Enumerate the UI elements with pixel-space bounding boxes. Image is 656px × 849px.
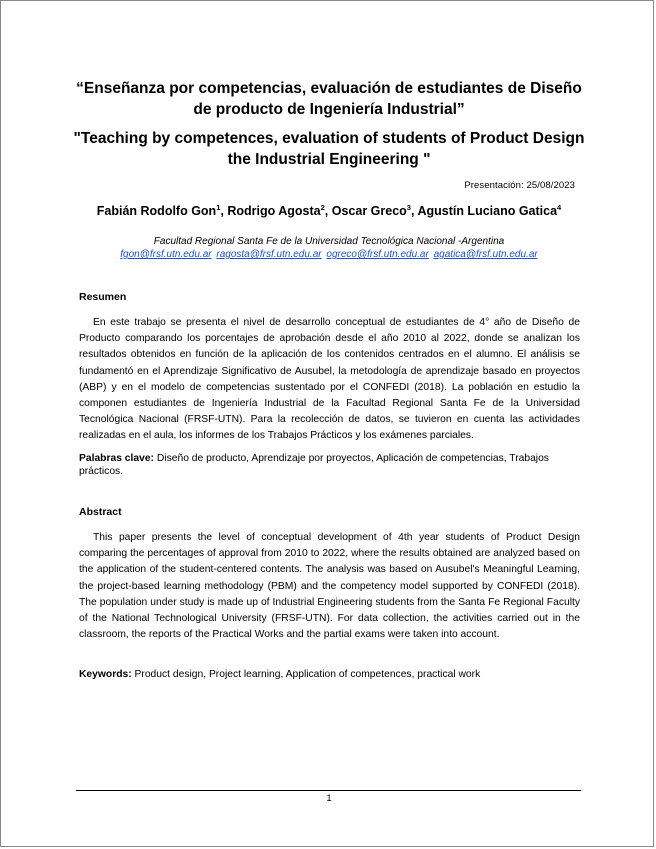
email-link[interactable]: fgon@frsf.utn.edu.ar <box>120 249 212 260</box>
footer-divider <box>76 790 581 791</box>
author-separator: , <box>324 204 332 219</box>
abstract-heading: Abstract <box>79 506 122 518</box>
email-link[interactable]: ragosta@frsf.utn.edu.ar <box>216 249 322 260</box>
author-affiliation-number: 2 <box>320 203 325 212</box>
author-name: Rodrigo Agosta <box>227 204 321 219</box>
presentation-date: Presentación: 25/08/2023 <box>464 180 575 191</box>
affiliation: Facultad Regional Santa Fe de la Universidad Tecnológica Nacional -Argentina <box>153 236 505 247</box>
author-name: Fabián Rodolfo Gon <box>96 204 217 219</box>
title-english-line1: "Teaching by competences, evaluation of students of Product Design <box>73 130 585 147</box>
palabras-clave-text: Diseño de producto, Aprendizaje por proyectos, Aplicación de competencias, Trabajos prácticos. <box>79 453 549 477</box>
author-separator: , <box>410 204 418 219</box>
resumen-heading: Resumen <box>79 291 127 303</box>
resumen-paragraph: En este trabajo se presenta el nivel de desarrollo conceptual de estudiantes de 4° año de Diseño de Producto comparando los porcentajes de aprobación desde el año 2010 al 2022, donde se analizan los resultados obtenidos en función de la aplicación de los contenidos centrados en el alumno. El análisis se fundamentó en el Aprendizaje Significativo de Ausubel, la metodología de aprendizaje basado en proyectos (ABP) y en el modelo de competencias sustentado por el CONFEDI (2018). La población en estudio la componen estudiantes de Ingeniería Industrial de la Facultad Regional Santa Fe de la Universidad Tecnológica Nacional (FRSF-UTN). Para la recolección de datos, se tuvieron en cuenta las actividades realizadas en el aula, los informes de los Trabajos Prácticos y los exámenes parciales. <box>79 317 580 442</box>
title-spanish <box>61 78 597 120</box>
email-link[interactable]: ogreco@frsf.utn.edu.ar <box>326 249 429 260</box>
author-affiliation-number: 1 <box>216 203 221 212</box>
author-name: Oscar Greco <box>331 204 407 219</box>
keywords <box>79 668 580 681</box>
palabras-clave-label: Palabras clave: <box>79 453 154 464</box>
author-separator: , <box>220 204 228 219</box>
abstract-paragraph: This paper presents the level of conceptual development of 4th year students of Product Design comparing the percentages of approval from 2010 to 2022, where the results obtained are analyzed based on the application of the student-centered contents. The analysis was based on Ausubel's Meaningful Learning, the project-based learning methodology (PBM) and the competency model supported by CONFEDI (2018). The population under study is made up of Industrial Engineering students from the Santa Fe Regional Faculty of the National Technological University (FRSF-UTN). For data collection, the activities carried out in the classroom, the reports of the Practical Works and the partial exams were taken into account. <box>79 532 580 641</box>
title-english <box>61 128 597 170</box>
author-name: Agustín Luciano Gatica <box>417 204 558 219</box>
title-spanish-line2: de producto de Ingeniería Industrial” <box>193 101 465 118</box>
page-number: 1 <box>326 793 332 804</box>
email-list <box>61 249 597 260</box>
palabras-clave <box>79 452 580 478</box>
title-spanish-line1: “Enseñanza por competencias, evaluación de estudiantes de Diseño <box>76 80 582 97</box>
author-affiliation-number: 3 <box>406 203 411 212</box>
email-link[interactable]: agatica@frsf.utn.edu.ar <box>433 249 538 260</box>
title-english-line2: the Industrial Engineering " <box>227 151 431 168</box>
author-affiliation-number: 4 <box>557 203 562 212</box>
keywords-label: Keywords: <box>79 669 132 680</box>
author-list <box>61 203 597 218</box>
keywords-text: Product design, Project learning, Application of competences, practical work <box>134 669 481 680</box>
